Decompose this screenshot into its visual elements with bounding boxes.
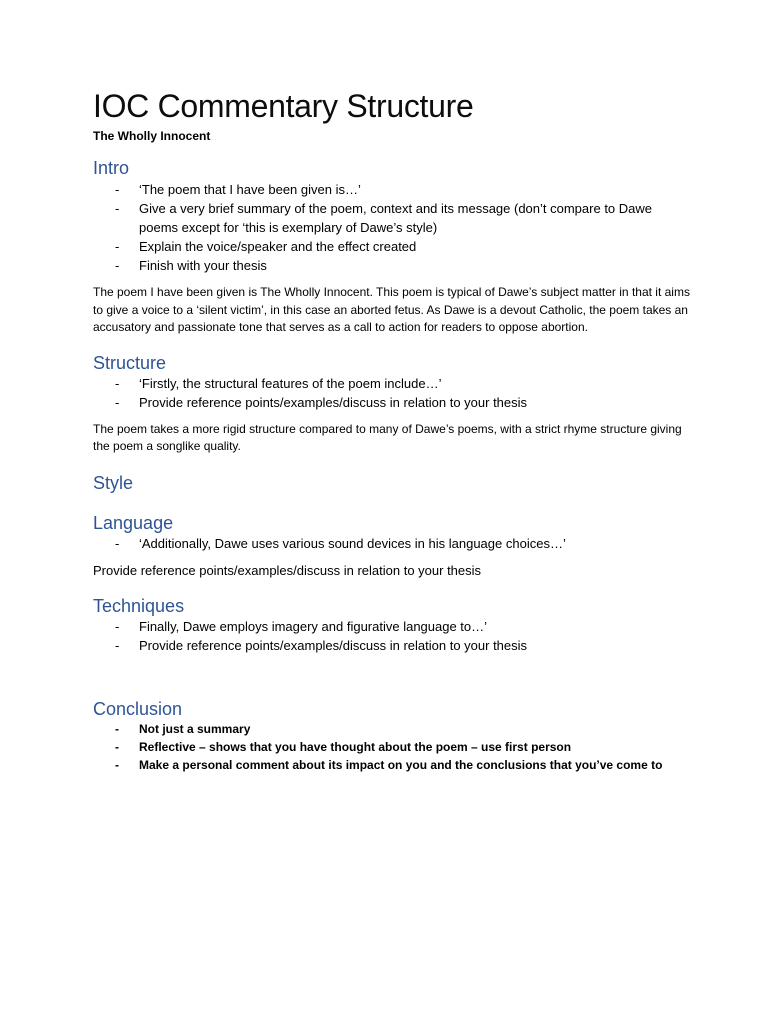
- structure-list: [93, 374, 693, 412]
- bullet-dash: -: [115, 721, 119, 736]
- conclusion-list: [93, 720, 693, 774]
- list-item-text: ‘Additionally, Dawe uses various sound devices in his language choices…’: [139, 535, 566, 551]
- structure-paragraph: The poem takes a more rigid structure compared to many of Dawe’s poems, with a strict rhyme structure giving the poem a songlike quality.: [93, 421, 682, 453]
- heading-intro: Intro: [93, 158, 130, 178]
- intro-list: [93, 180, 693, 275]
- list-item: [93, 393, 693, 412]
- heading-structure: Structure: [93, 352, 167, 373]
- intro-paragraph: The poem I have been given is The Wholly Innocent. This poem is typical of Dawe’s subject matter in that it aims to give a voice to a ‘silent victim’, in this case an aborted fetus. As Dawe is a devout Catholic, the poem takes an accusatory and passionate tone that serves as a call to action for readers to oppose abortion.: [93, 285, 690, 334]
- heading-language: Language: [93, 512, 174, 533]
- list-item: [93, 180, 693, 199]
- list-item-text: Provide reference points/examples/discuss in relation to your thesis: [139, 637, 528, 653]
- list-item-text: Finish with your thesis: [139, 258, 267, 273]
- bullet-dash: -: [115, 201, 120, 216]
- list-item: [93, 636, 693, 655]
- heading-conclusion: Conclusion: [93, 698, 183, 719]
- list-item: [93, 720, 693, 738]
- list-item-text: Provide reference points/examples/discuss in relation to your thesis: [139, 394, 528, 410]
- language-paragraph: Provide reference points/examples/discuss in relation to your thesis: [93, 562, 482, 578]
- language-list: [93, 534, 693, 553]
- techniques-list: [93, 617, 693, 655]
- bullet-dash: -: [115, 258, 120, 273]
- bullet-dash: -: [115, 182, 120, 197]
- list-item-text: Explain the voice/speaker and the effect created: [139, 239, 417, 254]
- list-item: [93, 534, 693, 553]
- bullet-dash: -: [115, 239, 120, 254]
- list-item-text: Finally, Dawe employs imagery and figurative language to…’: [139, 618, 488, 634]
- list-item: [93, 256, 693, 275]
- heading-techniques: Techniques: [93, 595, 185, 616]
- heading-style: Style: [93, 472, 134, 493]
- list-item-text: Reflective – shows that you have thought about the poem – use first person: [139, 739, 572, 754]
- bullet-dash: -: [115, 618, 120, 634]
- document-subtitle: The Wholly Innocent: [93, 129, 211, 143]
- bullet-dash: -: [115, 535, 120, 551]
- list-item-text: Give a very brief summary of the poem, context and its message (don’t compare to Dawe poems except for ‘this is exemplary of Dawe’s style): [139, 201, 653, 235]
- list-item: [93, 756, 693, 774]
- list-item-text: Make a personal comment about its impact on you and the conclusions that you’ve come to: [139, 757, 663, 772]
- document-page: [93, 86, 693, 774]
- bullet-dash: -: [115, 637, 120, 653]
- bullet-dash: -: [115, 375, 120, 391]
- list-item-text: ‘The poem that I have been given is…’: [139, 182, 361, 197]
- list-item-text: Not just a summary: [139, 721, 251, 736]
- list-item: [93, 617, 693, 636]
- bullet-dash: -: [115, 739, 119, 754]
- bullet-dash: -: [115, 757, 119, 772]
- document-title: IOC Commentary Structure: [93, 88, 474, 124]
- list-item: [93, 199, 693, 237]
- list-item: [93, 374, 693, 393]
- bullet-dash: -: [115, 394, 120, 410]
- list-item: [93, 237, 693, 256]
- list-item-text: ‘Firstly, the structural features of the poem include…’: [139, 375, 442, 391]
- list-item: [93, 738, 693, 756]
